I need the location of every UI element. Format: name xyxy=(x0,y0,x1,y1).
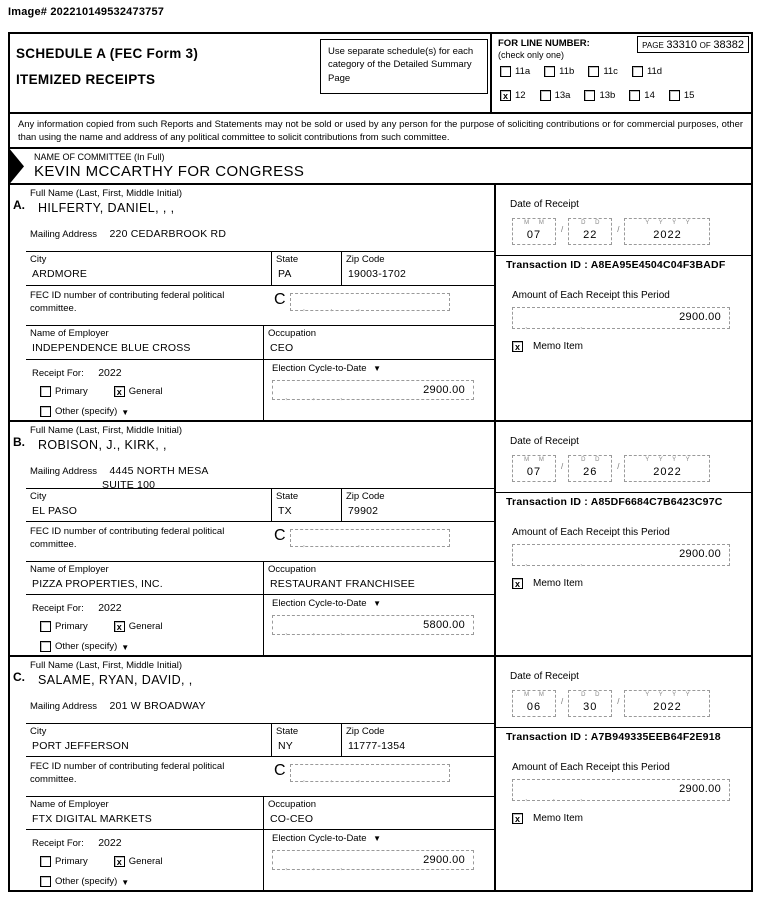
line-option-14-checkbox[interactable] xyxy=(629,90,640,101)
zip-label: Zip Code xyxy=(346,254,385,266)
state-cell xyxy=(272,724,342,757)
full-name-row xyxy=(26,185,494,221)
employer-label: Name of Employer xyxy=(30,563,109,575)
mailing-address-row xyxy=(26,458,494,491)
down-arrow-icon xyxy=(373,833,381,844)
transaction-id-row xyxy=(496,255,751,274)
receipt-for-line xyxy=(32,598,259,616)
fec-id-label: FEC ID number of contributing federal political committee. xyxy=(30,761,225,785)
city-label: City xyxy=(30,254,47,266)
city-value: EL PASO xyxy=(32,504,78,517)
employer-cell xyxy=(26,326,264,359)
transaction-id-label: Transaction ID : xyxy=(506,496,588,509)
receipt-for-row xyxy=(26,359,494,420)
occupation-label: Occupation xyxy=(268,798,317,810)
day-hint: D D xyxy=(581,457,604,464)
other-checkbox[interactable] xyxy=(40,641,51,652)
election-cycle-amount: , , , 2900.00 xyxy=(423,854,465,867)
line-option-11b xyxy=(544,66,574,77)
line-option-11a xyxy=(500,66,530,77)
day-input[interactable] xyxy=(568,690,612,717)
day-input[interactable] xyxy=(568,455,612,482)
date-separator xyxy=(612,690,624,708)
of-label: OF xyxy=(699,41,711,50)
state-value: TX xyxy=(278,504,292,517)
receipt-for-cell xyxy=(26,360,264,420)
zip-label: Zip Code xyxy=(346,725,385,737)
amount-value: , , , 2900.00 xyxy=(679,548,721,561)
memo-item-label: Memo Item xyxy=(533,578,584,590)
primary-checkbox[interactable] xyxy=(40,621,51,632)
fec-id-row xyxy=(26,756,494,796)
line-option-11d-checkbox[interactable] xyxy=(632,66,643,77)
primary-label: Primary xyxy=(55,856,88,868)
line-options-row-2 xyxy=(500,90,708,101)
full-name-label: Full Name (Last, First, Middle Initial) xyxy=(30,188,183,200)
receipt-entry-b xyxy=(10,420,751,655)
mailing-address-label: Mailing Address xyxy=(30,700,98,712)
disclaimer-text: Any information copied from such Reports and Statements may not be sold or used by any person for the purpose of soliciting contributions or for commercial purposes, other than using the name and address of any political committee to solicit contributions from such committee. xyxy=(8,114,753,149)
election-cycle-amount-box[interactable] xyxy=(272,380,474,400)
zip-label: Zip Code xyxy=(346,490,385,502)
line-option-11a-label: 11a xyxy=(515,66,531,77)
fec-id-label: FEC ID number of contributing federal political committee. xyxy=(30,290,225,314)
line-option-11c-checkbox[interactable] xyxy=(588,66,599,77)
date-of-receipt-label: Date of Receipt xyxy=(510,436,579,448)
fec-id-prefix: C xyxy=(274,762,286,780)
occupation-value: CO-CEO xyxy=(270,812,314,825)
other-specify-label: Other (specify) xyxy=(55,875,118,887)
receipt-for-label: Receipt For: xyxy=(32,838,84,850)
fec-id-row xyxy=(26,521,494,560)
memo-item-row xyxy=(512,813,743,824)
line-option-13b-label: 13b xyxy=(599,90,616,101)
mailing-address-value: 220 CEDARBROOK RD xyxy=(109,228,227,241)
itemized-receipts-title: ITEMIZED RECEIPTS xyxy=(16,72,156,87)
year-hint: Y Y Y Y xyxy=(645,220,694,227)
mailing-address-value: 201 W BROADWAY xyxy=(109,699,206,712)
transaction-id-row xyxy=(496,727,751,746)
transaction-id-label: Transaction ID : xyxy=(506,259,588,272)
contributor-details xyxy=(10,185,496,420)
occupation-cell xyxy=(264,562,494,595)
line-option-13b xyxy=(584,90,615,101)
receipt-for-cell xyxy=(26,830,264,890)
transaction-id-value: A7B949335EEB64F2E918 xyxy=(590,731,721,744)
mailing-address-row xyxy=(26,221,494,251)
date-of-receipt-fields xyxy=(512,218,743,255)
month-hint: M M xyxy=(524,220,548,227)
city-label: City xyxy=(30,725,47,737)
transaction-id-value: A85DF6684C7B6423C97C xyxy=(590,496,723,509)
mailing-address-label: Mailing Address xyxy=(30,229,98,241)
memo-item-row xyxy=(512,341,743,352)
line-option-13a-checkbox[interactable] xyxy=(540,90,551,101)
receipt-entry-a xyxy=(10,185,751,420)
city-state-zip-row xyxy=(26,488,494,522)
election-cycle-label: Election Cycle-to-Date xyxy=(272,598,367,610)
amount-value: , , , 2900.00 xyxy=(679,311,721,324)
fec-id-input[interactable] xyxy=(290,293,450,311)
line-option-15 xyxy=(669,90,695,101)
month-value: 06 xyxy=(526,701,542,714)
full-name-value: SALAME, RYAN, DAVID, , xyxy=(38,673,193,688)
day-hint: D D xyxy=(581,220,604,227)
city-cell xyxy=(26,252,272,285)
line-option-15-checkbox[interactable] xyxy=(669,90,680,101)
amount-input[interactable] xyxy=(512,544,730,566)
occupation-value: CEO xyxy=(270,342,294,355)
down-arrow-icon xyxy=(373,598,381,609)
amount-input[interactable] xyxy=(512,779,730,801)
day-value: 30 xyxy=(583,701,598,714)
day-value: 26 xyxy=(583,466,598,479)
image-number: Image# 202210149532473757 xyxy=(8,6,165,18)
date-of-receipt-fields xyxy=(512,690,743,727)
date-separator xyxy=(612,455,624,473)
full-name-value: ROBISON, J., KIRK, , xyxy=(38,438,167,453)
occupation-label: Occupation xyxy=(268,563,317,575)
primary-general-line xyxy=(40,856,259,867)
memo-checkbox[interactable]: x xyxy=(512,813,523,824)
line-option-13b-checkbox[interactable] xyxy=(584,90,595,101)
check-only-one-note: (check only one) xyxy=(498,50,565,60)
month-input[interactable] xyxy=(512,218,556,245)
other-specify-line xyxy=(40,637,259,655)
primary-checkbox[interactable] xyxy=(40,386,51,397)
transaction-id-value: A8EA95E4504C04F3BADF xyxy=(590,259,726,272)
other-specify-line xyxy=(40,872,259,890)
state-cell xyxy=(272,252,342,285)
line-option-11d xyxy=(632,66,662,77)
year-input[interactable] xyxy=(624,690,710,717)
contributor-details xyxy=(10,422,496,655)
year-input[interactable] xyxy=(624,455,710,482)
election-cycle-amount: , , , 2900.00 xyxy=(423,384,465,397)
day-hint: D D xyxy=(581,692,604,699)
general-label: General xyxy=(128,856,163,868)
full-name-label: Full Name (Last, First, Middle Initial) xyxy=(30,660,183,672)
amount-label: Amount of Each Receipt this Period xyxy=(512,527,670,539)
election-cycle-label-line xyxy=(272,363,488,374)
date-separator xyxy=(556,455,568,473)
black-wedge-icon xyxy=(10,149,24,183)
memo-checkbox[interactable]: x xyxy=(512,578,523,589)
date-separator xyxy=(556,690,568,708)
receipt-entry-c xyxy=(10,655,751,890)
mailing-address-line2: SUITE 100 xyxy=(102,478,156,491)
total-pages: 38382 xyxy=(713,39,744,51)
receipt-for-label: Receipt For: xyxy=(32,368,84,380)
primary-general-line xyxy=(40,621,259,632)
month-input[interactable] xyxy=(512,455,556,482)
receipt-for-row xyxy=(26,594,494,655)
general-label: General xyxy=(128,621,163,633)
state-label: State xyxy=(276,490,299,502)
date-separator xyxy=(556,218,568,236)
other-checkbox[interactable] xyxy=(40,406,51,417)
receipt-details xyxy=(496,657,751,890)
line-option-11b-label: 11b xyxy=(559,66,575,77)
mailing-address-value: 4445 NORTH MESA xyxy=(109,464,209,477)
line-option-12-checkbox[interactable]: x xyxy=(500,90,511,101)
form-title-block xyxy=(10,34,318,112)
entry-letter: B. xyxy=(13,435,25,450)
down-arrow-icon xyxy=(121,872,129,890)
receipt-for-line xyxy=(32,833,259,851)
other-checkbox[interactable] xyxy=(40,876,51,887)
other-specify-label: Other (specify) xyxy=(55,405,118,417)
line-option-13a-label: 13a xyxy=(554,90,571,101)
receipt-for-line xyxy=(32,363,259,381)
date-of-receipt-fields xyxy=(512,455,743,492)
state-label: State xyxy=(276,725,299,737)
year-input[interactable] xyxy=(624,218,710,245)
employer-value: INDEPENDENCE BLUE CROSS xyxy=(32,342,191,355)
full-name-row xyxy=(26,422,494,458)
city-cell xyxy=(26,489,272,522)
amount-label: Amount of Each Receipt this Period xyxy=(512,762,670,774)
city-value: PORT JEFFERSON xyxy=(32,739,129,752)
general-label: General xyxy=(128,386,163,398)
down-arrow-icon xyxy=(121,637,129,655)
line-number-box xyxy=(490,34,751,112)
occupation-cell xyxy=(264,797,494,830)
receipt-details xyxy=(496,185,751,420)
entry-letter: C. xyxy=(13,670,25,685)
date-of-receipt-label: Date of Receipt xyxy=(510,199,579,211)
committee-section xyxy=(8,149,753,185)
line-option-14 xyxy=(629,90,655,101)
city-label: City xyxy=(30,490,47,502)
employer-occupation-row xyxy=(26,796,494,830)
zip-cell xyxy=(342,252,494,285)
line-option-15-label: 15 xyxy=(683,90,695,101)
month-value: 07 xyxy=(526,229,542,242)
year-hint: Y Y Y Y xyxy=(645,457,694,464)
state-value: NY xyxy=(278,739,293,752)
city-state-zip-row xyxy=(26,251,494,285)
line-option-11c-label: 11c xyxy=(603,66,618,77)
city-cell xyxy=(26,724,272,757)
line-option-11d-label: 11d xyxy=(646,66,663,77)
transaction-id-label: Transaction ID : xyxy=(506,731,588,744)
election-cycle-label: Election Cycle-to-Date xyxy=(272,363,367,375)
city-state-zip-row xyxy=(26,723,494,757)
line-option-11a-checkbox[interactable] xyxy=(500,66,511,77)
receipt-year-value: 2022 xyxy=(98,602,122,615)
line-options-row-1 xyxy=(500,66,676,77)
instruction-box: Use separate schedule(s) for each category of the Detailed Summary Page xyxy=(320,39,488,94)
employer-occupation-row xyxy=(26,325,494,359)
full-name-value: HILFERTY, DANIEL, , , xyxy=(38,201,175,216)
election-cycle-amount-box[interactable] xyxy=(272,615,474,635)
day-input[interactable] xyxy=(568,218,612,245)
election-cycle-cell xyxy=(264,360,494,420)
mailing-address-label: Mailing Address xyxy=(30,465,98,477)
employer-value: FTX DIGITAL MARKETS xyxy=(32,812,152,825)
line-option-11b-checkbox[interactable] xyxy=(544,66,555,77)
full-name-label: Full Name (Last, First, Middle Initial) xyxy=(30,425,183,437)
general-checkbox[interactable]: x xyxy=(114,386,125,397)
general-checkbox[interactable]: x xyxy=(114,856,125,867)
down-arrow-icon xyxy=(121,402,129,420)
receipt-details xyxy=(496,422,751,655)
receipt-for-row xyxy=(26,829,494,890)
fec-id-row xyxy=(26,285,494,325)
election-cycle-amount: , , , 5800.00 xyxy=(423,619,465,632)
year-value: 2022 xyxy=(653,466,682,479)
line-option-13a xyxy=(540,90,571,101)
amount-value: , , , 2900.00 xyxy=(679,783,721,796)
memo-item-label: Memo Item xyxy=(533,341,584,353)
election-cycle-label-line xyxy=(272,833,488,844)
memo-checkbox[interactable]: x xyxy=(512,341,523,352)
election-cycle-cell xyxy=(264,595,494,655)
year-hint: Y Y Y Y xyxy=(645,692,694,699)
line-option-12-label: 12 xyxy=(515,90,526,101)
election-cycle-cell xyxy=(264,830,494,890)
city-value: ARDMORE xyxy=(32,268,88,281)
down-arrow-icon xyxy=(373,363,381,374)
fec-id-input[interactable] xyxy=(290,764,450,782)
primary-general-line xyxy=(40,386,259,397)
primary-label: Primary xyxy=(55,386,88,398)
zip-cell xyxy=(342,489,494,522)
for-line-number-label: FOR LINE NUMBER: xyxy=(498,38,590,49)
line-option-14-label: 14 xyxy=(644,90,655,101)
fec-id-label: FEC ID number of contributing federal political committee. xyxy=(30,526,225,550)
year-value: 2022 xyxy=(653,701,682,714)
election-cycle-amount-box[interactable] xyxy=(272,850,474,870)
election-cycle-label: Election Cycle-to-Date xyxy=(272,833,367,845)
date-of-receipt-label: Date of Receipt xyxy=(510,671,579,683)
occupation-value: RESTAURANT FRANCHISEE xyxy=(270,577,415,590)
occupation-cell xyxy=(264,326,494,359)
state-cell xyxy=(272,489,342,522)
receipt-for-cell xyxy=(26,595,264,655)
fec-id-input[interactable] xyxy=(290,529,450,547)
election-cycle-label-line xyxy=(272,598,488,609)
employer-label: Name of Employer xyxy=(30,328,109,340)
month-hint: M M xyxy=(524,457,548,464)
employer-value: PIZZA PROPERTIES, INC. xyxy=(32,577,163,590)
other-specify-label: Other (specify) xyxy=(55,640,118,652)
receipt-entries xyxy=(8,185,753,892)
occupation-label: Occupation xyxy=(268,328,317,340)
date-separator xyxy=(612,218,624,236)
amount-label: Amount of Each Receipt this Period xyxy=(512,290,670,302)
schedule-title: SCHEDULE A (FEC Form 3) xyxy=(16,46,199,61)
line-option-12 xyxy=(500,90,526,101)
month-value: 07 xyxy=(526,466,542,479)
primary-checkbox[interactable] xyxy=(40,856,51,867)
zip-value: 19003-1702 xyxy=(348,268,407,281)
full-name-row xyxy=(26,657,494,693)
month-hint: M M xyxy=(524,692,548,699)
receipt-year-value: 2022 xyxy=(98,367,122,380)
general-checkbox[interactable]: x xyxy=(114,621,125,632)
employer-label: Name of Employer xyxy=(30,798,109,810)
line-option-11c xyxy=(588,66,618,77)
contributor-details xyxy=(10,657,496,890)
employer-cell xyxy=(26,562,264,595)
transaction-id-row xyxy=(496,492,751,511)
page-number: 33310 xyxy=(666,39,698,51)
year-value: 2022 xyxy=(653,229,682,242)
fec-id-prefix: C xyxy=(274,291,286,309)
receipt-year-value: 2022 xyxy=(98,837,122,850)
page-indicator xyxy=(637,36,749,53)
state-value: PA xyxy=(278,268,292,281)
day-value: 22 xyxy=(583,229,598,242)
memo-item-row xyxy=(512,578,743,589)
zip-value: 11777-1354 xyxy=(348,739,406,752)
committee-name-label: NAME OF COMMITTEE (In Full) xyxy=(34,152,165,163)
month-input[interactable] xyxy=(512,690,556,717)
employer-occupation-row xyxy=(26,561,494,595)
memo-item-label: Memo Item xyxy=(533,813,584,825)
other-specify-line xyxy=(40,402,259,420)
primary-label: Primary xyxy=(55,621,88,633)
fec-id-prefix: C xyxy=(274,527,286,545)
receipt-for-label: Receipt For: xyxy=(32,603,84,615)
committee-name-value: KEVIN MCCARTHY FOR CONGRESS xyxy=(34,163,305,181)
entry-letter: A. xyxy=(13,198,25,213)
zip-value: 79902 xyxy=(348,504,379,517)
state-label: State xyxy=(276,254,299,266)
mailing-address-row xyxy=(26,693,494,723)
zip-cell xyxy=(342,724,494,757)
page-label: PAGE xyxy=(642,41,664,50)
amount-input[interactable] xyxy=(512,307,730,329)
employer-cell xyxy=(26,797,264,830)
form-header xyxy=(8,32,753,114)
